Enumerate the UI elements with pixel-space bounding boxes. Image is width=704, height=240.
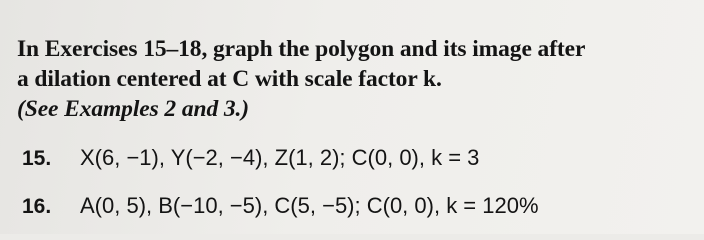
- exercise-16: [22, 193, 539, 219]
- exercise-number: 15.: [22, 147, 52, 170]
- exercise-problem: X(6, −1), Y(−2, −4), Z(1, 2); C(0, 0), k = 3: [80, 145, 480, 170]
- examples-reference: (See Examples 2 and 3.): [17, 96, 250, 122]
- exercise-instructions: [17, 34, 697, 124]
- instructions-line-1: In Exercises 15–18, graph the polygon and its image after: [17, 36, 586, 62]
- instructions-line-2: a dilation centered at C with scale factor k.: [17, 66, 442, 92]
- exercise-problem: A(0, 5), B(−10, −5), C(5, −5); C(0, 0), k = 120%: [80, 193, 539, 218]
- exercise-15: [22, 145, 479, 171]
- exercise-number: 16.: [22, 195, 52, 218]
